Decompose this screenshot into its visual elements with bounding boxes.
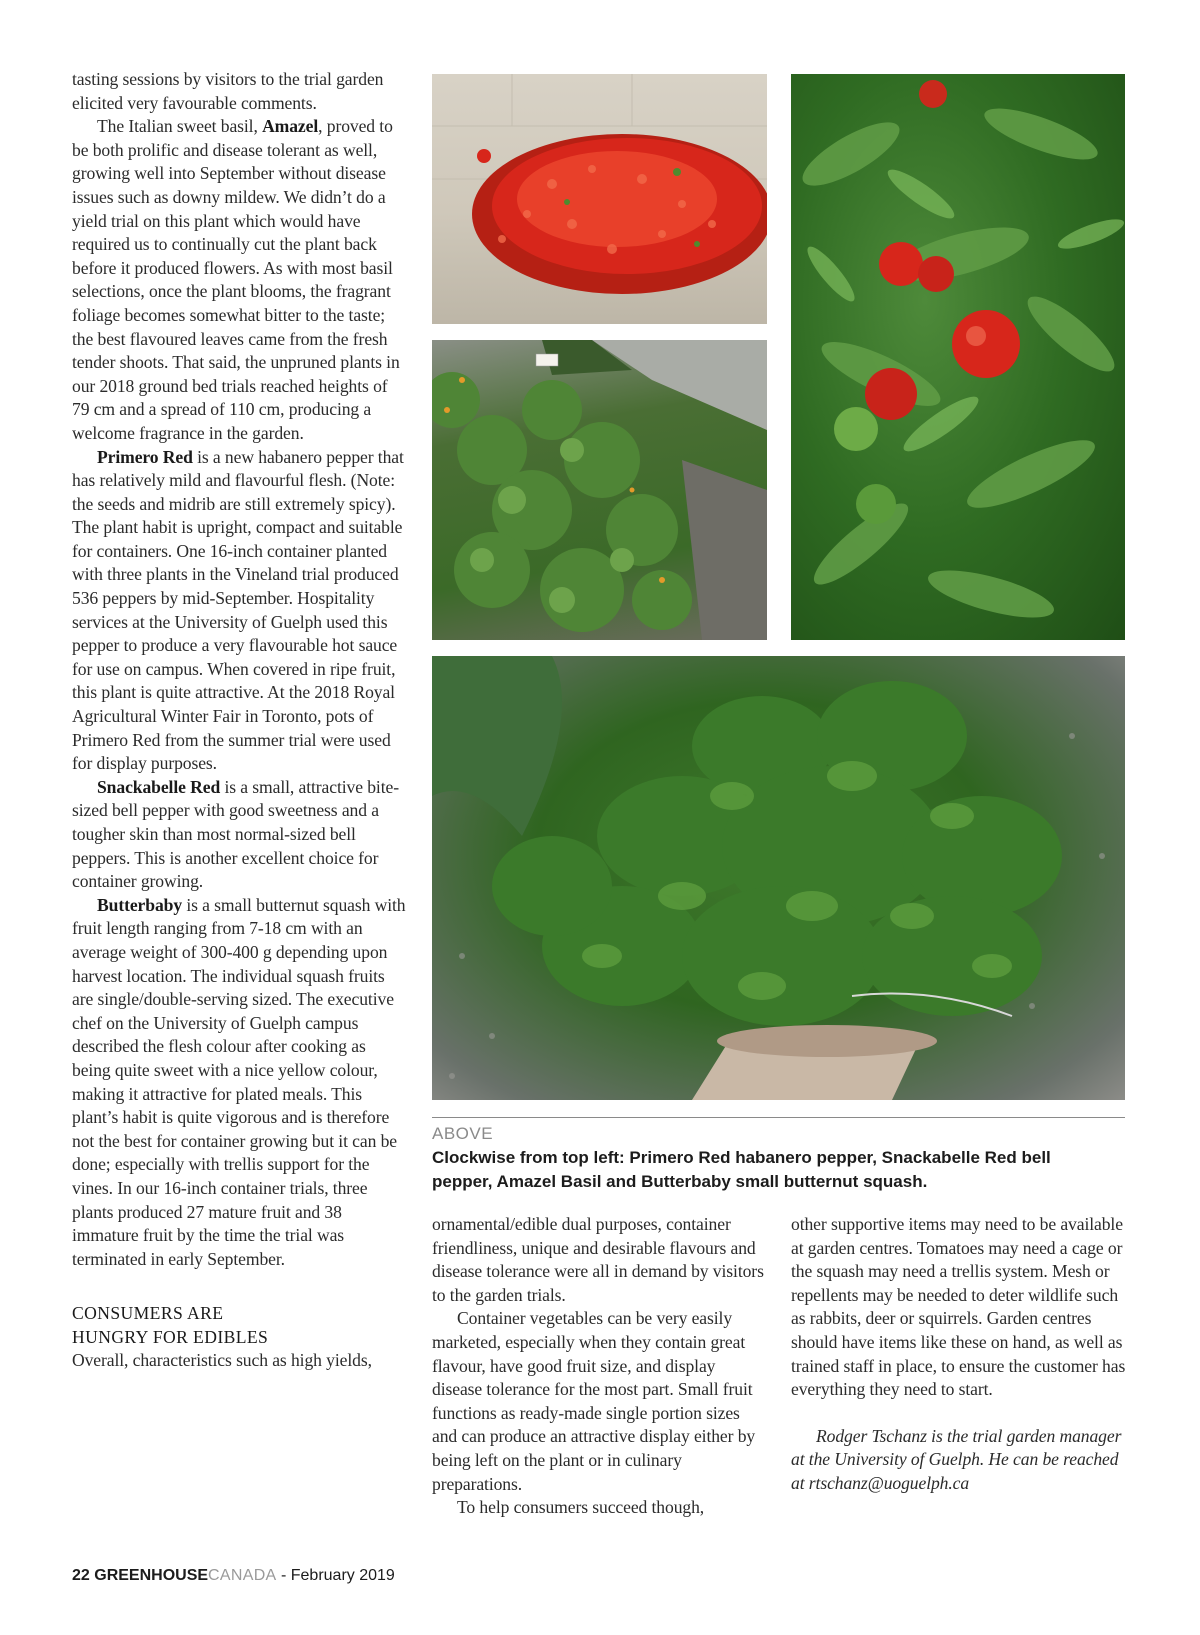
paragraph: To help consumers succeed though,: [457, 1497, 705, 1518]
paragraph: other supportive items may need to be available at garden centres. Tomatoes may need a cage or the squash may need a trellis system. Mesh or repellents may be needed to deter wildlife such as rabbits, deer or squirrels. Garden centres should have items like these on hand, as well as trained staff in place, to ensure the customer has everything they need to start.: [791, 1214, 1126, 1400]
paragraph-primero-red: Primero Red is a new habanero pepper that has relatively mild and flavourful flesh. (Note: the seeds and midrib are still extremely spicy). The plant habit is upright, compact and suitable for containers. One 16-inch container planted with three plants in the Vineland trial produced 536 peppers by mid-September. Hospitality services at the University of Guelph used this pepper to produce a very flavourable hot sauce for use on campus. When covered in ripe fruit, this plant is quite attractive. At the 2018 Royal Agricultural Winter Fair in Toronto, pots of Primero Red from the summer trial were used for display purposes.: [72, 446, 404, 774]
article-column-right: [791, 1213, 1131, 1496]
paragraph-snackabelle: Snackabelle Red is a small, attractive bite-sized bell pepper with good sweetness and a tougher skin than most normal-sized bell peppers. This is another excellent choice for container growing.: [72, 776, 399, 892]
author-byline: Rodger Tschanz is the trial garden manager at the University of Guelph. He can be reached at rtschanz@uoguelph.ca: [791, 1425, 1122, 1493]
variety-name-primero-red: Primero Red: [97, 446, 193, 467]
paragraph: Overall, characteristics such as high yields,: [72, 1350, 372, 1371]
paragraph: Container vegetables can be very easily marketed, especially when they contain great flavour, have good fruit size, and display disease tolerance for the most part. Small fruit functions as ready-made single portion sizes and can produce an attractive display either by being left on the plant or in culinary preparations.: [432, 1308, 756, 1494]
photo-caption: Clockwise from top left: Primero Red habanero pepper, Snackabelle Red bell pepper, Amazel Basil and Butterbaby small butternut squash.: [432, 1148, 1051, 1191]
variety-name-snackabelle: Snackabelle Red: [97, 776, 221, 797]
page-number: 22: [72, 1567, 90, 1584]
paragraph: ornamental/edible dual purposes, container friendliness, unique and desirable flavours and disease tolerance were all in demand by visitors to the garden trials.: [432, 1214, 764, 1305]
amazel-basil-photo: [432, 656, 1125, 1100]
snackabelle-pepper-photo: [791, 74, 1125, 640]
variety-name-butterbaby: Butterbaby: [97, 894, 183, 915]
issue-date: - February 2019: [280, 1567, 395, 1584]
paragraph-butterbaby: Butterbaby is a small butternut squash with fruit length ranging from 7-18 cm with an average weight of 300-400 g depending upon harvest location. The individual squash fruits are single/double-serving sized. The executive chef on the University of Guelph campus described the flesh colour after cooking as being quite sweet with a nice yellow colour, making it attractive for plated meals. This plant’s habit is quite vigorous and is therefore not the best for container growing but it can be done; especially with trellis support for the vines. In our 16-inch container trials, three plants produced 27 mature fruit and 38 immature fruit by the time the trial was terminated in early September.: [72, 894, 406, 1269]
habanero-pepper-photo: [432, 74, 767, 324]
caption-label: ABOVE: [432, 1124, 494, 1143]
paragraph-amazel: The Italian sweet basil, Amazel, proved to be both prolific and disease tolerant as well, growing well into September without disease issues such as downy mildew. We didn’t do a yield trial on this plant which would have required us to continually cut the plant back before it produced flowers. As with most basil selections, once the plant blooms, the fragrant foliage becomes somewhat bitter to the taste; the best flavoured leaves came from the fresh tender shoots. That said, the unpruned plants in our 2018 ground bed trials reached heights of 79 cm and a spread of 110 cm, producing a welcome fragrance in the garden.: [72, 116, 400, 443]
section-heading: CONSUMERS ARE HUNGRY FOR EDIBLES: [72, 1303, 269, 1347]
paragraph: tasting sessions by visitors to the trial garden elicited very favourable comments.: [72, 69, 384, 113]
caption-divider: [432, 1117, 1125, 1118]
butterbaby-squash-photo: [432, 340, 767, 640]
magazine-name: GREENHOUSE: [94, 1567, 209, 1584]
article-column-left: [72, 68, 407, 1373]
article-column-middle: [432, 1213, 767, 1520]
variety-name-amazel: Amazel: [262, 116, 319, 137]
magazine-name-suffix: CANADA: [208, 1567, 277, 1584]
page-footer: [72, 1567, 395, 1585]
